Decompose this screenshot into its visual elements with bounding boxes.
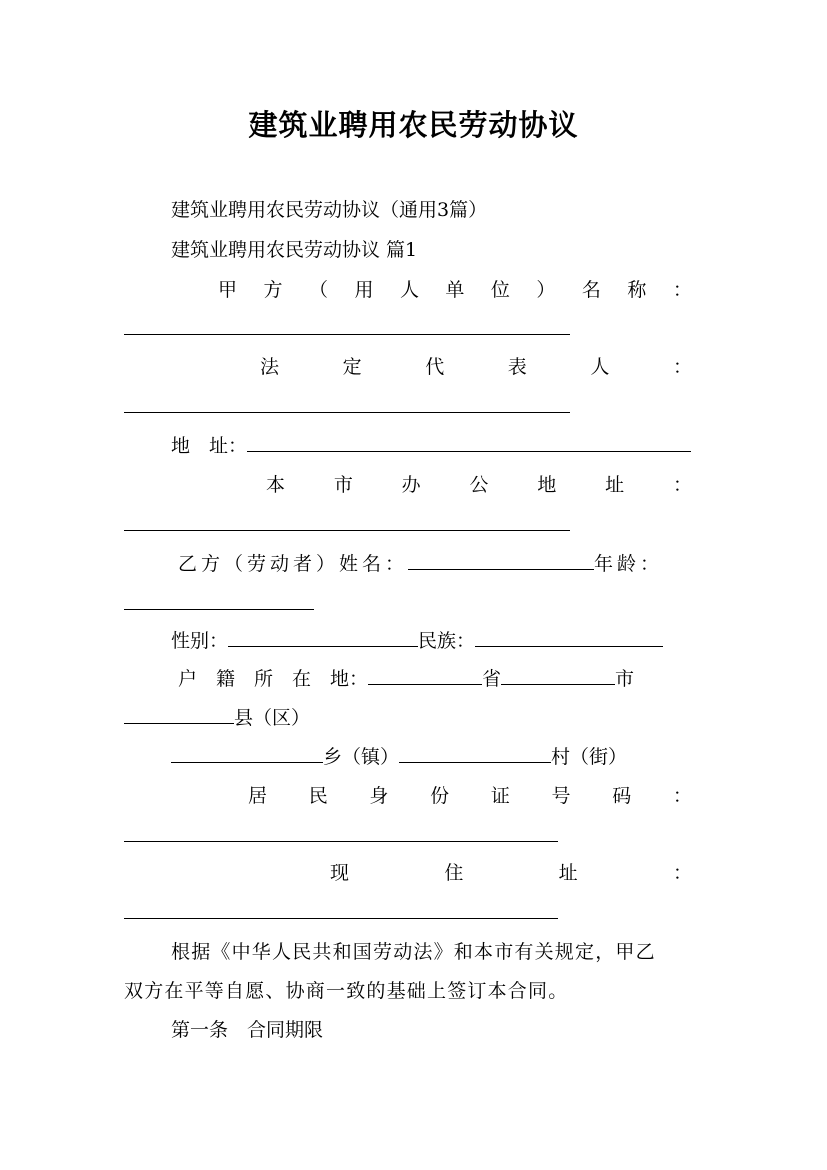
current-address-blank — [124, 918, 558, 919]
legal-representative-blank — [124, 412, 570, 413]
current-address-label — [330, 861, 692, 885]
office-address-chars-char-5: 址 — [605, 474, 625, 496]
section-heading: 建筑业聘用农民劳动协议 篇1 — [171, 239, 418, 261]
office-address-chars-char-4: 地 — [537, 474, 557, 496]
household-row — [178, 666, 634, 691]
party-a-name-chars-char-6: 位 — [490, 279, 510, 301]
legal-rep-chars-char-3: 表 — [507, 356, 527, 378]
county-row — [124, 705, 310, 730]
id-number-chars-char-5: 号 — [551, 785, 571, 807]
office-address-chars-char-2: 办 — [401, 474, 421, 496]
party-a-name-chars-char-10: ： — [672, 279, 692, 301]
id-number-chars-char-1: 民 — [308, 785, 328, 807]
ethnicity-label: 民族： — [418, 630, 476, 652]
office-address-chars-char-0: 本 — [266, 474, 286, 496]
preamble-line-2: 双方在平等自愿、协商一致的基础上签订本合同。 — [124, 980, 569, 1002]
current-address-chars-char-1: 住 — [444, 862, 464, 884]
legal-rep-chars-char-4: 人 — [590, 356, 610, 378]
address-blank — [247, 433, 691, 452]
preamble-line-1: 根据《中华人民共和国劳动法》和本市有关规定，甲乙 — [171, 941, 656, 963]
village-label: 村（街） — [551, 746, 628, 768]
village-blank — [399, 744, 551, 763]
party-a-name-chars-char-8: 名 — [581, 279, 601, 301]
gender-blank — [228, 628, 418, 647]
office-address-chars-char-6: ： — [672, 474, 692, 496]
city-label: 市 — [615, 668, 635, 690]
office-address-label — [266, 473, 692, 497]
article-1-heading: 第一条 合同期限 — [171, 1019, 324, 1041]
county-label: 县（区） — [234, 707, 311, 729]
legal-rep-chars-char-1: 定 — [342, 356, 362, 378]
gender-label: 性别： — [171, 630, 229, 652]
party-a-name-chars-char-4: 人 — [399, 279, 419, 301]
id-number-chars-char-2: 身 — [369, 785, 389, 807]
party-a-name-chars-char-1: 方 — [263, 279, 283, 301]
address-label: 地 址： — [171, 435, 248, 457]
age-label: 年龄： — [594, 553, 664, 575]
province-blank — [368, 666, 482, 685]
office-address-chars-char-3: 公 — [469, 474, 489, 496]
id-number-chars-char-3: 份 — [430, 785, 450, 807]
party-b-row — [178, 551, 663, 576]
document-title: 建筑业聘用农民劳动协议 — [248, 108, 579, 142]
party-a-name-label — [218, 278, 692, 302]
id-number-chars-char-7: ： — [672, 785, 692, 807]
age-blank — [124, 609, 314, 610]
legal-rep-chars-char-5: ： — [672, 356, 692, 378]
party-a-name-chars-char-7: ） — [536, 279, 556, 301]
township-blank — [171, 744, 323, 763]
legal-rep-chars-char-0: 法 — [260, 356, 280, 378]
county-blank — [124, 705, 234, 724]
id-number-chars-char-6: 码 — [612, 785, 632, 807]
legal-representative-label — [260, 355, 692, 379]
office-address-blank — [124, 530, 570, 531]
id-number-chars-char-4: 证 — [490, 785, 510, 807]
party-b-name-blank — [408, 551, 594, 570]
party-a-name-chars-char-5: 单 — [445, 279, 465, 301]
address-row — [171, 433, 691, 458]
township-village-row — [171, 744, 627, 769]
party-a-name-chars-char-2: （ — [308, 279, 328, 301]
legal-rep-chars-char-2: 代 — [425, 356, 445, 378]
party-a-name-chars-char-0: 甲 — [218, 279, 238, 301]
id-number-chars-char-0: 居 — [248, 785, 268, 807]
township-label: 乡（镇） — [323, 746, 400, 768]
party-a-name-chars-char-3: 用 — [354, 279, 374, 301]
office-address-chars-char-1: 市 — [333, 474, 353, 496]
party-a-name-chars-char-9: 称 — [627, 279, 647, 301]
province-label: 省 — [482, 668, 502, 690]
current-address-chars-char-3: ： — [672, 862, 692, 884]
party-b-name-label: 乙方（劳动者）姓名： — [178, 553, 409, 575]
document-subtitle: 建筑业聘用农民劳动协议（通用3篇） — [171, 199, 488, 221]
id-number-blank — [124, 841, 558, 842]
id-number-label — [248, 784, 692, 808]
party-a-name-blank — [124, 334, 570, 335]
household-label: 户 籍 所 在 地： — [178, 668, 369, 690]
gender-ethnicity-row — [171, 628, 663, 653]
ethnicity-blank — [475, 628, 663, 647]
current-address-chars-char-0: 现 — [330, 862, 350, 884]
current-address-chars-char-2: 址 — [558, 862, 578, 884]
city-blank — [501, 666, 615, 685]
